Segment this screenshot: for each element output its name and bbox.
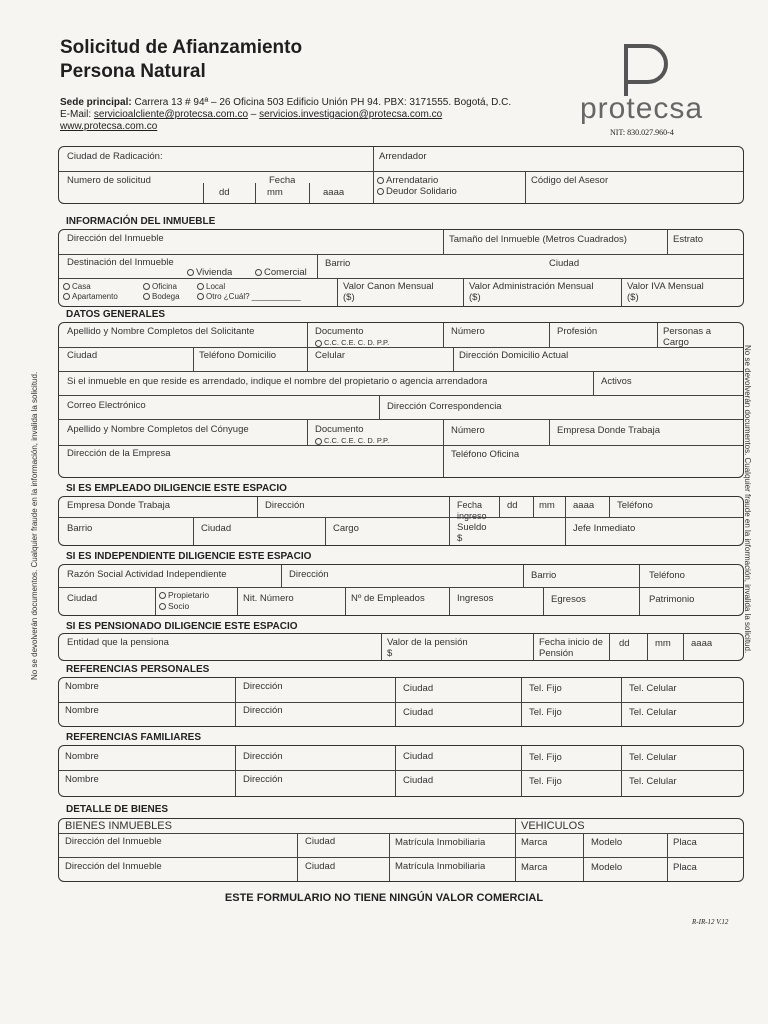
vivienda-label: Vivienda: [196, 267, 233, 278]
fecha-label: Fecha: [269, 175, 296, 186]
iva-field[interactable]: [627, 281, 704, 303]
section-ref-familiares: REFERENCIAS FAMILIARES: [66, 732, 202, 743]
ref-personal-1-nombre[interactable]: Nombre: [65, 681, 99, 692]
fecha-aaaa[interactable]: aaaa: [323, 187, 345, 198]
documento-label: Documento: [315, 326, 364, 337]
ref-familiar-2-tel-fijo[interactable]: Tel. Fijo: [529, 776, 562, 787]
checkbox-icon: [143, 293, 150, 300]
header-contact: [60, 97, 580, 133]
numero-solicitud-field[interactable]: Numero de solicitud: [67, 175, 151, 186]
vehiculo-2-modelo[interactable]: Modelo: [591, 862, 623, 873]
email-separator: –: [248, 109, 260, 120]
vehiculo-2-marca[interactable]: Marca: [521, 862, 548, 873]
bien-2-matricula[interactable]: Matrícula Inmobiliaria: [395, 861, 486, 872]
vehiculo-1-marca[interactable]: Marca: [521, 837, 548, 848]
bien-1-direccion[interactable]: Dirección del Inmueble: [65, 836, 162, 847]
apartamento-label: Apartamento: [72, 292, 118, 301]
nit-field[interactable]: Nit. Número: [243, 593, 294, 604]
empleado-box: [58, 496, 744, 546]
telefono-empleado-field[interactable]: Teléfono: [617, 500, 653, 511]
estrato-field[interactable]: Estrato: [673, 234, 704, 245]
bien-2-direccion[interactable]: Dirección del Inmueble: [65, 861, 162, 872]
checkbox-icon: [197, 283, 204, 290]
local-label: Local: [206, 282, 226, 291]
ref-personal-2-nombre[interactable]: Nombre: [65, 705, 99, 716]
bienes-inmuebles-header: BIENES INMUEBLES: [65, 821, 172, 832]
ciudad-empleado-field[interactable]: Ciudad: [201, 523, 232, 534]
footer-disclaimer: ESTE FORMULARIO NO TIENE NINGÚN VALOR COMERCIAL: [224, 892, 544, 904]
nombre-solicitante-field[interactable]: Apellido y Nombre Completos del Solicitante: [67, 326, 255, 337]
telefono-domicilio-field[interactable]: Teléfono Domicilio: [199, 350, 277, 361]
email-link-1[interactable]: servicioalcliente@protecsa.com.co: [93, 109, 249, 120]
checkbox-icon: [315, 438, 322, 445]
pension-mm[interactable]: mm: [655, 638, 671, 649]
deudor-solidario-label: Deudor Solidario: [386, 186, 457, 197]
ref-personal-2-direccion[interactable]: Dirección: [243, 705, 283, 716]
ref-personal-2-ciudad[interactable]: Ciudad: [403, 707, 434, 718]
protecsa-logo: [580, 40, 730, 140]
ciudad-field[interactable]: Ciudad: [549, 258, 580, 269]
nit-number: NIT: 830.027.960-4: [610, 128, 674, 137]
website-link[interactable]: www.protecsa.com.co: [60, 121, 158, 132]
entidad-pension-field[interactable]: Entidad que la pensiona: [67, 637, 169, 648]
direccion-empleado-field[interactable]: Dirección: [265, 500, 305, 511]
bodega-label: Bodega: [152, 292, 180, 301]
casa-label: Casa: [72, 282, 91, 291]
checkbox-icon: [197, 293, 204, 300]
direccion-inmueble-field[interactable]: Dirección del Inmueble: [67, 233, 164, 244]
egresos-field[interactable]: Egresos: [551, 594, 586, 605]
administracion-field[interactable]: [469, 281, 593, 303]
section-empleado: SI ES EMPLEADO DILIGENCIE ESTE ESPACIO: [66, 483, 287, 494]
arrendado-field[interactable]: Si el inmueble en que reside es arrendado, indique el nombre del propietario o agencia arrendadora: [67, 376, 488, 387]
vehiculo-1-modelo[interactable]: Modelo: [591, 837, 623, 848]
profesion-field[interactable]: Profesión: [557, 326, 598, 337]
section-independiente: SI ES INDEPENDIENTE DILIGENCIE ESTE ESPACIO: [66, 551, 312, 562]
ref-familiares-box: [58, 745, 744, 797]
ingresos-field[interactable]: Ingresos: [457, 593, 494, 604]
deudor-solidario-option[interactable]: [377, 186, 457, 197]
telefono-oficina-field[interactable]: Teléfono Oficina: [451, 449, 520, 460]
ciudad-radicacion-field[interactable]: Ciudad de Radicación:: [67, 151, 163, 162]
email-label: E-Mail:: [60, 109, 92, 120]
fecha-inicio-label: Fecha inicio de Pensión: [539, 637, 603, 659]
email-link-2[interactable]: servicios.investigacion@protecsa.com.co: [259, 109, 443, 120]
razon-social-field[interactable]: Razón Social Actividad Independiente: [67, 569, 227, 580]
fecha-dd[interactable]: dd: [219, 187, 230, 198]
empresa-empleado-field[interactable]: Empresa Donde Trabaja: [67, 500, 170, 511]
documento-conyuge-field[interactable]: [315, 424, 389, 446]
sede-text: Carrera 13 # 94ª – 26 Oficina 503 Edificio Unión PH 94. PBX: 3171555. Bogotá, D.C.: [134, 97, 512, 108]
barrio-independiente-field[interactable]: Barrio: [531, 570, 557, 581]
canon-sign: ($): [343, 292, 355, 303]
otro-label: Otro ¿Cuál? ___________: [206, 292, 301, 301]
sueldo-sign: $: [457, 533, 463, 544]
pensionado-box: [58, 633, 744, 661]
direccion-correspondencia-field[interactable]: Dirección Correspondencia: [387, 401, 502, 412]
ref-personal-1-tel-fijo[interactable]: Tel. Fijo: [529, 683, 562, 694]
administracion-label: Valor Administración Mensual: [469, 281, 594, 292]
ref-familiar-1-nombre[interactable]: Nombre: [65, 751, 99, 762]
ref-familiar-2-nombre[interactable]: Nombre: [65, 774, 99, 785]
ciudad-independiente-field[interactable]: Ciudad: [67, 593, 98, 604]
ingreso-aaaa[interactable]: aaaa: [573, 500, 595, 511]
sueldo-label: Sueldo: [457, 522, 487, 533]
fecha-ingreso-label: Fecha ingreso: [457, 500, 487, 521]
empleados-field[interactable]: Nº de Empleados: [351, 593, 425, 604]
section-pensionado: SI ES PENSIONADO DILIGENCIE ESTE ESPACIO: [66, 621, 298, 632]
propietario-option[interactable]: [159, 590, 209, 601]
checkbox-icon: [143, 283, 150, 290]
doc-types2-label: C.C. C.E. C. D. P.P.: [324, 436, 390, 445]
ref-familiar-1-tel-fijo[interactable]: Tel. Fijo: [529, 752, 562, 763]
checkbox-icon: [315, 340, 322, 347]
ciudad-solicitante-field[interactable]: Ciudad: [67, 350, 98, 361]
empresa-trabaja-field[interactable]: Empresa Donde Trabaja: [557, 425, 660, 436]
page-title: [60, 36, 302, 84]
doc-types: [315, 337, 389, 348]
ref-personal-1-ciudad[interactable]: Ciudad: [403, 683, 434, 694]
ref-personal-2-tel-fijo[interactable]: Tel. Fijo: [529, 707, 562, 718]
personas-cargo-field[interactable]: Personas a Cargo: [663, 326, 712, 348]
direccion-empresa-field[interactable]: Dirección de la Empresa: [67, 448, 171, 459]
ref-familiar-1-ciudad[interactable]: Ciudad: [403, 751, 434, 762]
radio-icon: [377, 177, 384, 184]
fecha-mm[interactable]: mm: [267, 187, 283, 198]
side-note-left: No se devolverán documentos. Cualquier fraude en la información, invalida la solicitud.: [30, 371, 39, 680]
arrendatario-option[interactable]: [377, 175, 438, 186]
canon-field[interactable]: [343, 281, 434, 303]
ref-familiar-1-tel-celular[interactable]: Tel. Celular: [629, 752, 677, 763]
ref-personal-1-tel-celular[interactable]: Tel. Celular: [629, 683, 677, 694]
numero-conyuge-field[interactable]: Número: [451, 425, 485, 436]
jefe-field[interactable]: Jefe Inmediato: [573, 523, 636, 534]
barrio-field[interactable]: Barrio: [325, 258, 351, 269]
ingreso-mm[interactable]: mm: [539, 500, 555, 511]
ref-familiar-1-direccion[interactable]: Dirección: [243, 751, 283, 762]
independiente-box: [58, 564, 744, 616]
form-code: R-IR-12 V.12: [692, 918, 729, 926]
celular-field[interactable]: Celular: [315, 350, 346, 361]
documento-field[interactable]: [315, 326, 389, 348]
valor-pension-field[interactable]: [387, 637, 468, 659]
codigo-asesor-field[interactable]: Código del Asesor: [531, 175, 609, 186]
bienes-box: [58, 818, 744, 882]
documento2-label: Documento: [315, 424, 364, 435]
direccion-independiente-field[interactable]: Dirección: [289, 569, 329, 580]
telefono-independiente-field[interactable]: Teléfono: [649, 570, 685, 581]
radio-icon: [377, 188, 384, 195]
bien-2-ciudad[interactable]: Ciudad: [305, 861, 336, 872]
socio-label: Socio: [168, 601, 190, 611]
radio-icon: [187, 269, 194, 276]
sede-label: Sede principal:: [60, 97, 132, 108]
comercial-label: Comercial: [264, 267, 307, 278]
radio-icon: [255, 269, 262, 276]
ref-personales-box: [58, 677, 744, 727]
generales-box: [58, 322, 744, 478]
ref-familiar-2-ciudad[interactable]: Ciudad: [403, 775, 434, 786]
checkbox-icon: [159, 603, 166, 610]
ref-personal-1-direccion[interactable]: Dirección: [243, 681, 283, 692]
ingreso-dd[interactable]: dd: [507, 500, 518, 511]
bien-1-matricula[interactable]: Matrícula Inmobiliaria: [395, 837, 486, 848]
valor-pension-sign: $: [387, 648, 393, 659]
section-generales: DATOS GENERALES: [66, 309, 166, 320]
ref-familiar-2-direccion[interactable]: Dirección: [243, 774, 283, 785]
activos-field[interactable]: Activos: [601, 376, 632, 387]
pension-aaaa[interactable]: aaaa: [691, 638, 713, 649]
ref-familiar-2-tel-celular[interactable]: Tel. Celular: [629, 776, 677, 787]
vehiculo-2-placa[interactable]: Placa: [673, 862, 697, 873]
comercial-option[interactable]: [255, 267, 307, 278]
section-inmueble: INFORMACIÓN DEL INMUEBLE: [66, 216, 216, 227]
correo-field[interactable]: Correo Electrónico: [67, 400, 146, 411]
iva-sign: ($): [627, 292, 639, 303]
inmueble-box: [58, 229, 744, 307]
nombre-conyuge-field[interactable]: Apellido y Nombre Completos del Cónyuge: [67, 424, 249, 435]
tamano-inmueble-field[interactable]: Tamaño del Inmueble (Metros Cuadrados): [449, 234, 627, 245]
logo-text: protecsa: [580, 92, 704, 125]
ref-personal-2-tel-celular[interactable]: Tel. Celular: [629, 707, 677, 718]
numero-field[interactable]: Número: [451, 326, 485, 337]
otro-option[interactable]: [197, 291, 301, 302]
bodega-option[interactable]: [143, 291, 180, 302]
apartamento-option[interactable]: [63, 291, 118, 302]
socio-option[interactable]: [159, 601, 189, 612]
canon-label: Valor Canon Mensual: [343, 281, 434, 292]
checkbox-icon: [63, 283, 70, 290]
valor-pension-label: Valor de la pensión: [387, 637, 468, 648]
vehiculos-header: VEHÍCULOS: [521, 821, 585, 832]
title-line1: Solicitud de Afianzamiento: [60, 37, 303, 58]
arrendador-field[interactable]: Arrendador: [379, 151, 427, 162]
section-ref-personales: REFERENCIAS PERSONALES: [66, 664, 210, 675]
direccion-domicilio-field[interactable]: Dirección Domicilio Actual: [459, 350, 569, 361]
checkbox-icon: [159, 592, 166, 599]
vivienda-option[interactable]: [187, 267, 232, 278]
checkbox-icon: [63, 293, 70, 300]
patrimonio-field[interactable]: Patrimonio: [649, 594, 695, 605]
top-box: [58, 146, 744, 204]
title-line2: Persona Natural: [60, 61, 206, 82]
arrendatario-label: Arrendatario: [386, 175, 439, 186]
cargo-field[interactable]: Cargo: [333, 523, 359, 534]
doc-types2: [315, 435, 389, 446]
bien-1-ciudad[interactable]: Ciudad: [305, 836, 336, 847]
section-bienes: DETALLE DE BIENES: [66, 804, 169, 815]
logo-p-icon: [618, 40, 698, 100]
side-note-right: No se devolverán documentos. Cualquier fraude en la información, invalida la solicitud.: [743, 345, 752, 654]
barrio-empleado-field[interactable]: Barrio: [67, 523, 93, 534]
iva-label: Valor IVA Mensual: [627, 281, 704, 292]
propietario-label: Propietario: [168, 590, 210, 600]
oficina-label: Oficina: [152, 282, 177, 291]
sueldo-field[interactable]: [457, 522, 487, 544]
admin-sign: ($): [469, 292, 481, 303]
destinacion-label: Destinación del Inmueble: [67, 257, 174, 268]
pension-dd[interactable]: dd: [619, 638, 630, 649]
vehiculo-1-placa[interactable]: Placa: [673, 837, 697, 848]
doc-types-label: C.C. C.E. C. D. P.P.: [324, 338, 390, 347]
